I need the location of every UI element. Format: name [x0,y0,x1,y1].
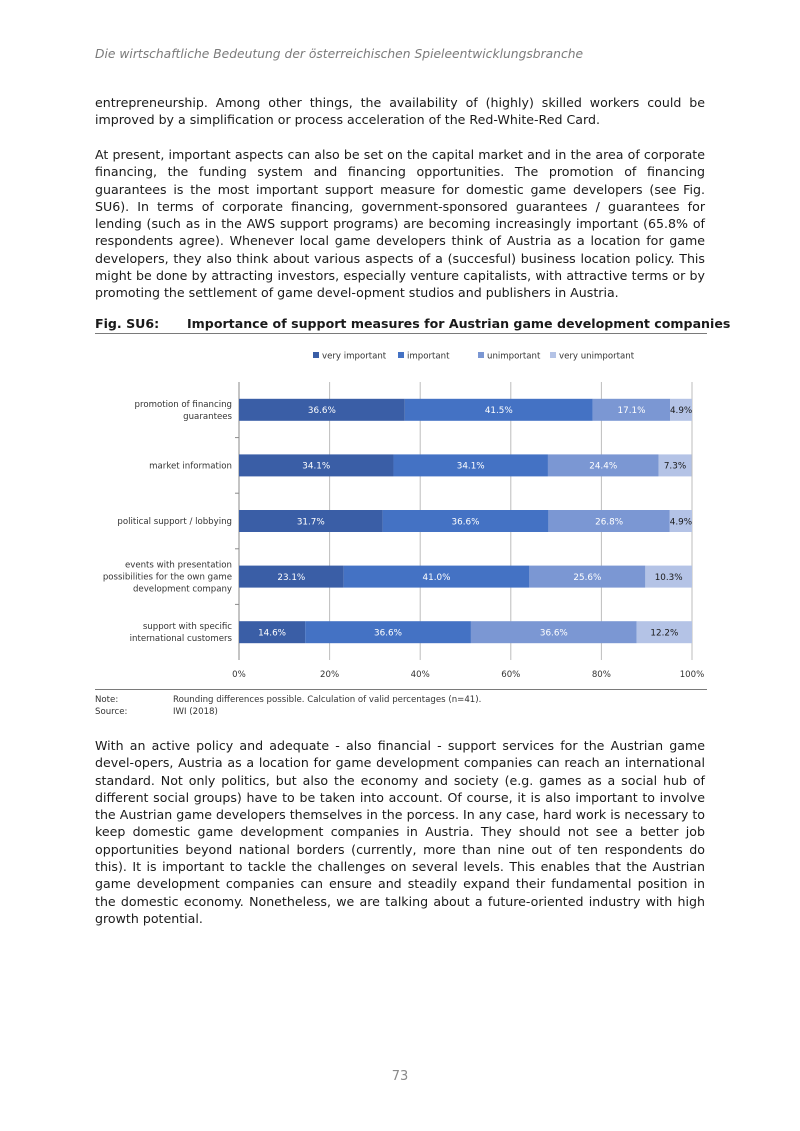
data-label: 34.1% [302,461,331,472]
figure-caption: Importance of support measures for Austrian game development companies [187,316,731,331]
data-label: 12.2% [650,628,679,639]
data-label: 17.1% [617,406,646,417]
running-header: Die wirtschaftliche Bedeutung der österreichischen Spieleentwicklungsbranche [95,47,584,61]
chart-x-tick-labels [232,670,704,680]
page-number: 73 [391,1069,409,1084]
paragraph-capital-market: At present, important aspects can also be set on the capital market and in the area of corporate financing, the funding system and financing opportunities. The promotion of financing guarantees is the most important support measure for domestic game developers (see Fig. SU6). In terms of corporate financing, government-sponsored guarantees / guarantees for lending (such as in the AWS support programs) are becoming increasingly important (65.8% of respondents agree). Whenever local game developers think of Austria as a location for game developers, they also think about various aspects of a (succesful) business location policy. This might be done by attracting investors, especially venture capitalists, with attractive terms or by promoting the settlement of game devel-opment studios and publishers in Austria. [95,147,705,301]
data-label: 36.6% [307,406,336,417]
data-label: 26.8% [595,517,624,528]
x-tick-label: 40% [410,670,430,680]
legend-label: very important [322,351,387,362]
data-label: 41.0% [422,572,451,583]
data-label: 14.6% [258,628,287,639]
data-label: 34.1% [456,461,485,472]
figure-note [95,695,481,705]
category-label: promotion of financing [134,399,232,410]
x-tick-label: 60% [501,670,521,680]
legend-label: very unimportant [559,351,635,362]
category-label: guarantees [183,411,232,422]
data-label: 4.9% [669,406,693,417]
note-label: Note: [95,695,119,705]
category-label: events with presentation [124,560,232,571]
category-label: international customers [129,634,232,645]
x-tick-label: 0% [232,670,246,680]
legend-swatch [398,352,404,358]
data-label: 25.6% [573,572,602,583]
data-label: 41.5% [484,406,513,417]
data-label: 10.3% [654,572,683,583]
data-label: 36.6% [539,628,568,639]
category-label: possibilities for the own game [102,572,232,583]
figure-bottom-rule [95,689,707,690]
category-label: development company [132,584,232,595]
stacked-bar-chart [95,338,707,688]
figure-top-rule [95,333,707,334]
legend-swatch [313,352,319,358]
data-label: 7.3% [663,461,687,472]
figure-source [95,707,218,717]
note-text: Rounding differences possible. Calculation of valid percentages (n=41). [173,695,482,705]
chart-bars [239,399,692,643]
source-label: Source: [95,707,128,717]
data-label: 36.6% [451,517,480,528]
data-label: 23.1% [277,572,306,583]
category-label: market information [149,461,232,472]
paragraph-conclusion: With an active policy and adequate - also financial - support services for the Austrian game devel-opers, Austria as a location for game development companies can reach an international standard. Not only politics, but also the economy and society (e.g. games as a social hub of different social groups) have to be taken into account. Of course, it is also important to involve the Austrian game developers themselves in the porcess. In any case, hard work is necessary to keep domestic game development companies in Austria. They should not see a better job opportunities beyond national borders (currently, more than nine out of ten respondents do this). It is important to tackle the challenges on several levels. This enables that the Austrian game development companies can ensure and steadily expand their fundamental position in the domestic economy. Nonetheless, we are talking about a future-oriented industry with high growth potential. [95,738,705,926]
paragraph-intro: entrepreneurship. Among other things, the availability of (highly) skilled workers could be improved by a simplification or process acceleration of the Red-White-Red Card. [95,95,705,128]
category-label: political support / lobbying [117,517,232,527]
figure-number: Fig. SU6: [95,316,160,331]
chart-legend [313,352,635,362]
x-tick-label: 100% [679,670,705,680]
legend-swatch [550,352,556,358]
data-label: 24.4% [589,461,618,472]
legend-label: important [407,351,450,362]
x-tick-label: 20% [320,670,340,680]
x-tick-label: 80% [591,670,611,680]
legend-swatch [478,352,484,358]
data-label: 4.9% [669,517,693,528]
source-text: IWI (2018) [173,707,218,717]
chart-category-labels [103,400,233,644]
legend-label: unimportant [487,351,541,362]
category-label: support with specific [142,622,232,633]
figure-title [95,316,731,331]
data-label: 36.6% [374,628,403,639]
data-label: 31.7% [296,517,325,528]
